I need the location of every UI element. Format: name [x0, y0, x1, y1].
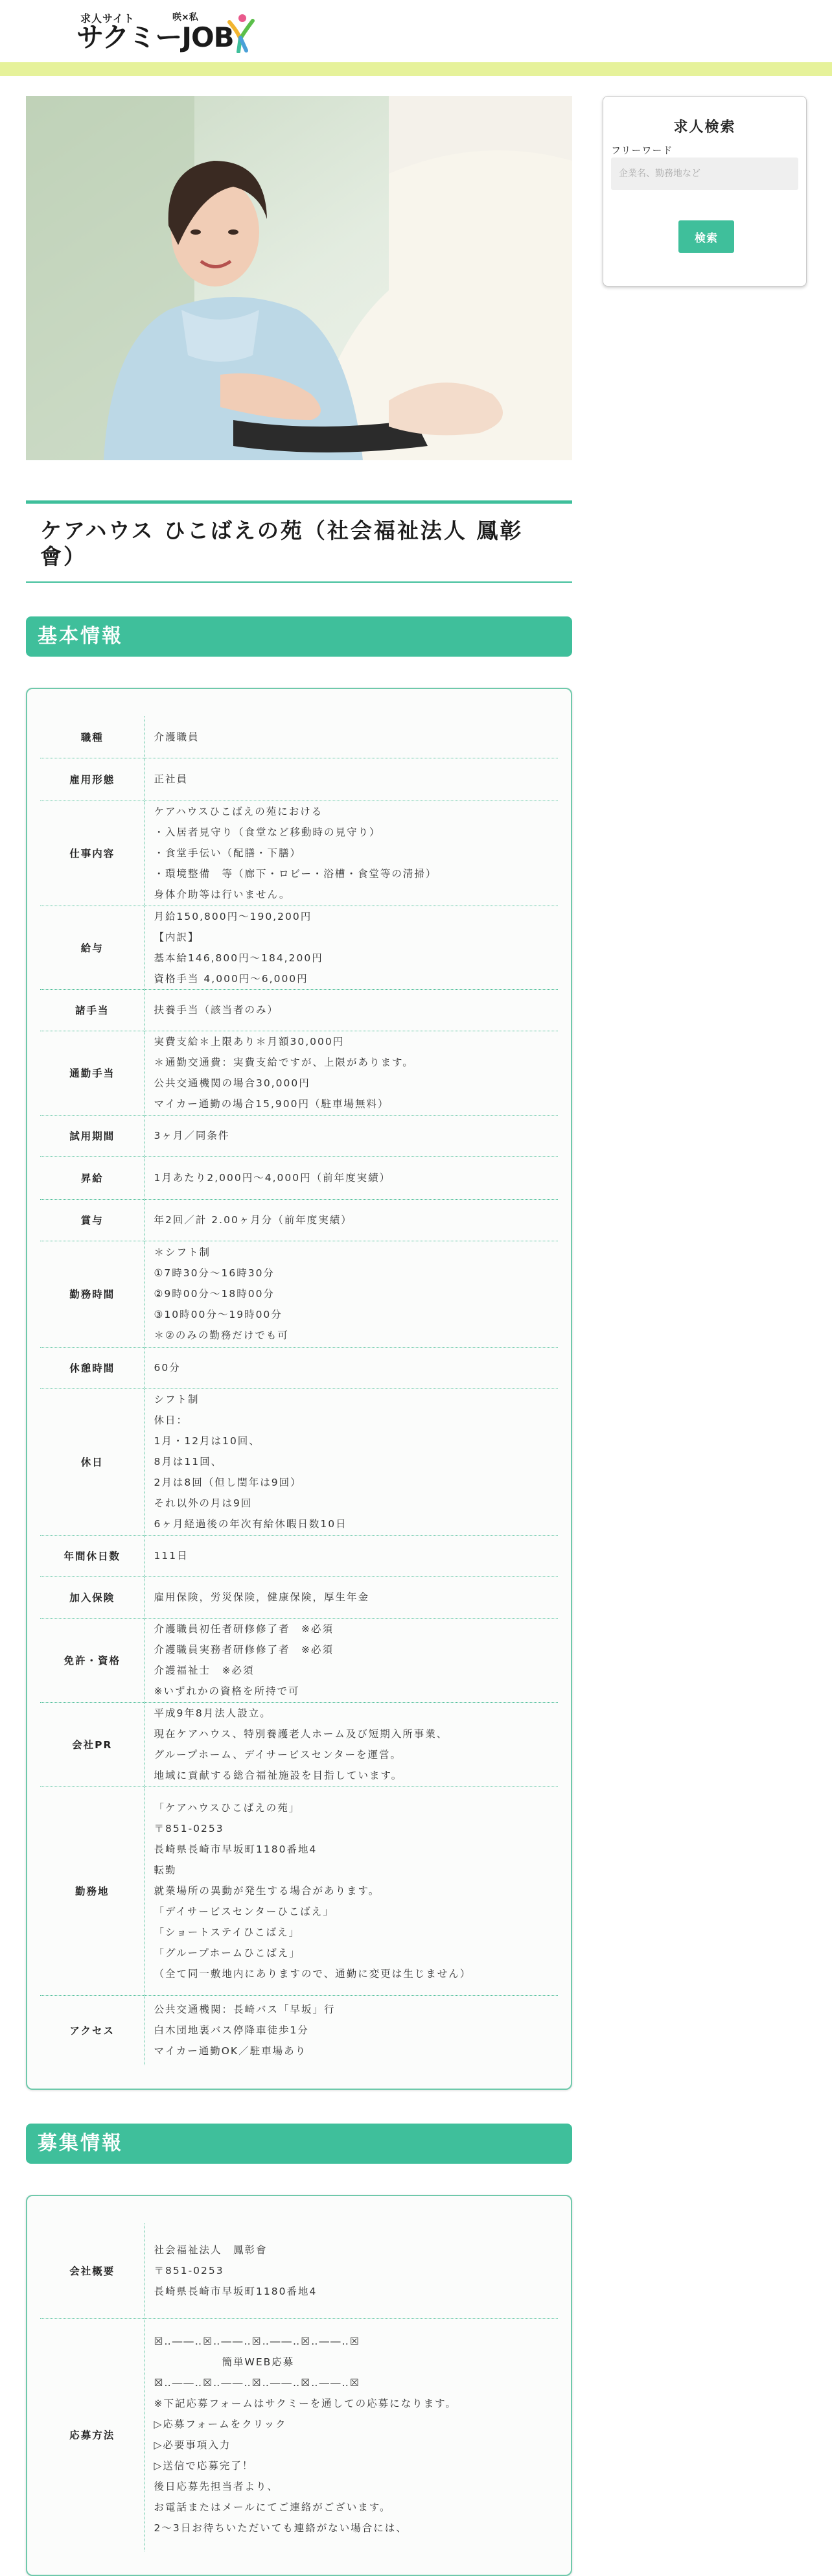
- row-value: 年2回／計 2.00ヶ月分（前年度実績）: [144, 1199, 558, 1241]
- job-photo: [26, 96, 572, 460]
- freeword-label: フリーワード: [611, 145, 673, 156]
- table-row: [40, 801, 558, 906]
- recruit-info-card: [26, 2195, 572, 2576]
- main-content: [26, 96, 572, 2576]
- table-row: [40, 1115, 558, 1156]
- row-label: 勤務地: [40, 1786, 144, 1995]
- logo-figure-icon: [220, 12, 257, 53]
- row-label: 給与: [40, 906, 144, 989]
- row-value: 介護職員: [144, 716, 558, 758]
- table-row: [40, 1241, 558, 1347]
- row-label: 試用期間: [40, 1115, 144, 1156]
- table-row: [40, 2318, 558, 2551]
- table-row: [40, 758, 558, 801]
- table-row: [40, 1995, 558, 2065]
- row-label: 賞与: [40, 1199, 144, 1241]
- row-value: 介護職員初任者研修修了者 ※必須 介護職員実務者研修修了者 ※必須 介護福祉士 ※必須 ※いずれかの資格を所持で可: [144, 1618, 558, 1702]
- table-row: [40, 716, 558, 758]
- row-value: ＊シフト制 ①7時30分～16時30分 ②9時00分～18時00分 ③10時00分～19時00分 ＊②のみの勤務だけでも可: [144, 1241, 558, 1347]
- page-title: ケアハウス ひこばえの苑（社会福祉法人 鳳彰會）: [40, 518, 524, 569]
- row-label: 昇給: [40, 1156, 144, 1199]
- row-value: 「ケアハウスひこばえの苑」 〒851-0253 長崎県長崎市早坂町1180番地4 転勤 就業場所の異動が発生する場合があります。 「デイサービスセンターひこばえ」 「ショートステイひこばえ」 「グループホームひこばえ」 （全て同一敷地内にありますので、通勤に変更は生じません）: [144, 1786, 558, 1995]
- table-row: [40, 1156, 558, 1199]
- row-label: 会社概要: [40, 2223, 144, 2318]
- recruit-info-table: [40, 2223, 558, 2551]
- search-button[interactable]: 検索: [678, 220, 734, 253]
- row-value: 平成9年8月法人設立。 現在ケアハウス、特別養護老人ホーム及び短期入所事業、 グループホーム、デイサービスセンターを運営。 地域に貢献する総合福祉施設を目指しています。: [144, 1702, 558, 1786]
- row-value: 月給150,800円～190,200円 【内訳】 基本給146,800円～184,200円 資格手当 4,000円～6,000円: [144, 906, 558, 989]
- table-row: [40, 1388, 558, 1535]
- logo-tagline: 求人サイト: [80, 12, 135, 25]
- site-header: [0, 0, 832, 62]
- row-value: 雇用保険，労災保険，健康保険，厚生年金: [144, 1576, 558, 1618]
- section-header-recruit: 募集情報: [26, 2124, 572, 2164]
- table-row: [40, 1535, 558, 1576]
- table-row: [40, 1199, 558, 1241]
- row-value: ☒‥――‥☒‥――‥☒‥――‥☒‥――‥☒ 簡単WEB応募 ☒‥――‥☒‥――‥☒‥――‥☒‥――‥☒ ※下記応募フォームはサクミーを通しての応募になります。 ▷応募フォームをクリック ▷必要事項入力 ▷送信で応募完了！ 後日応募先担当者より、 お電話またはメールにてご連絡がございます。 2～3日お待ちいただいても連絡がない場合には、: [154, 2336, 457, 2535]
- row-value: 実費支給＊上限あり＊月額30,000円 ＊通勤交通費：実費支給ですが、上限があります。 公共交通機関の場合30,000円 マイカー通勤の場合15,900円（駐車場無料）: [144, 1031, 558, 1115]
- site-logo[interactable]: [76, 9, 251, 54]
- row-label: 年間休日数: [40, 1535, 144, 1576]
- row-label: 会社PR: [40, 1702, 144, 1786]
- table-row: [40, 1618, 558, 1702]
- table-row: [40, 2223, 558, 2318]
- section-header-basic: 基本情報: [26, 616, 572, 657]
- table-row: [40, 1576, 558, 1618]
- row-value: 正社員: [144, 758, 558, 801]
- row-value: 111日: [144, 1535, 558, 1576]
- table-row: [40, 1702, 558, 1786]
- row-label: 通勤手当: [40, 1031, 144, 1115]
- row-label: 雇用形態: [40, 758, 144, 801]
- header-accent-bar: [0, 62, 832, 76]
- row-value: ケアハウスひこばえの苑における ・入居者見守り（食堂など移動時の見守り） ・食堂手伝い（配膳・下膳） ・環境整備 等（廊下・ロビー・浴槽・食堂等の清掃） 身体介助等は行いません。: [144, 801, 558, 906]
- row-value: 社会福祉法人 鳳彰會 〒851-0253 長崎県長崎市早坂町1180番地4: [144, 2223, 558, 2318]
- row-label: 休憩時間: [40, 1347, 144, 1388]
- basic-info-table: [40, 716, 558, 2065]
- row-value: 60分: [144, 1347, 558, 1388]
- logo-subtag: 咲×私: [172, 12, 198, 23]
- table-row: [40, 1347, 558, 1388]
- row-label: 休日: [40, 1388, 144, 1535]
- row-value: 扶養手当（該当者のみ）: [144, 989, 558, 1031]
- row-label: 加入保険: [40, 1576, 144, 1618]
- table-row: [40, 1786, 558, 1995]
- row-label: 仕事内容: [40, 801, 144, 906]
- row-value: シフト制 休日： 1月・12月は10回、 8月は11回、 2月は8回（但し閏年は9回） それ以外の月は9回 6ヶ月経過後の年次有給休暇日数10日: [144, 1388, 558, 1535]
- row-label: アクセス: [40, 1995, 144, 2065]
- table-row: [40, 1031, 558, 1115]
- page-title-box: [26, 500, 572, 583]
- row-value: 3ヶ月／同条件: [144, 1115, 558, 1156]
- basic-info-card: [26, 688, 572, 2090]
- row-value: 公共交通機関：長崎バス「早坂」行 白木団地裏バス停降車徒歩1分 マイカー通勤OK／駐車場あり: [154, 2004, 336, 2057]
- logo-wordmark: サクミーJOB: [76, 21, 234, 53]
- row-label: 職種: [40, 716, 144, 758]
- table-row: [40, 989, 558, 1031]
- freeword-search-input[interactable]: [611, 158, 798, 190]
- row-label: 諸手当: [40, 989, 144, 1031]
- row-value: 1月あたり2,000円～4,000円（前年度実績）: [144, 1156, 558, 1199]
- row-label: 勤務時間: [40, 1241, 144, 1347]
- row-label: 免許・資格: [40, 1618, 144, 1702]
- search-panel-title: 求人検索: [673, 119, 736, 135]
- table-row: [40, 906, 558, 989]
- job-search-panel: [603, 96, 807, 287]
- row-label: 応募方法: [40, 2318, 144, 2551]
